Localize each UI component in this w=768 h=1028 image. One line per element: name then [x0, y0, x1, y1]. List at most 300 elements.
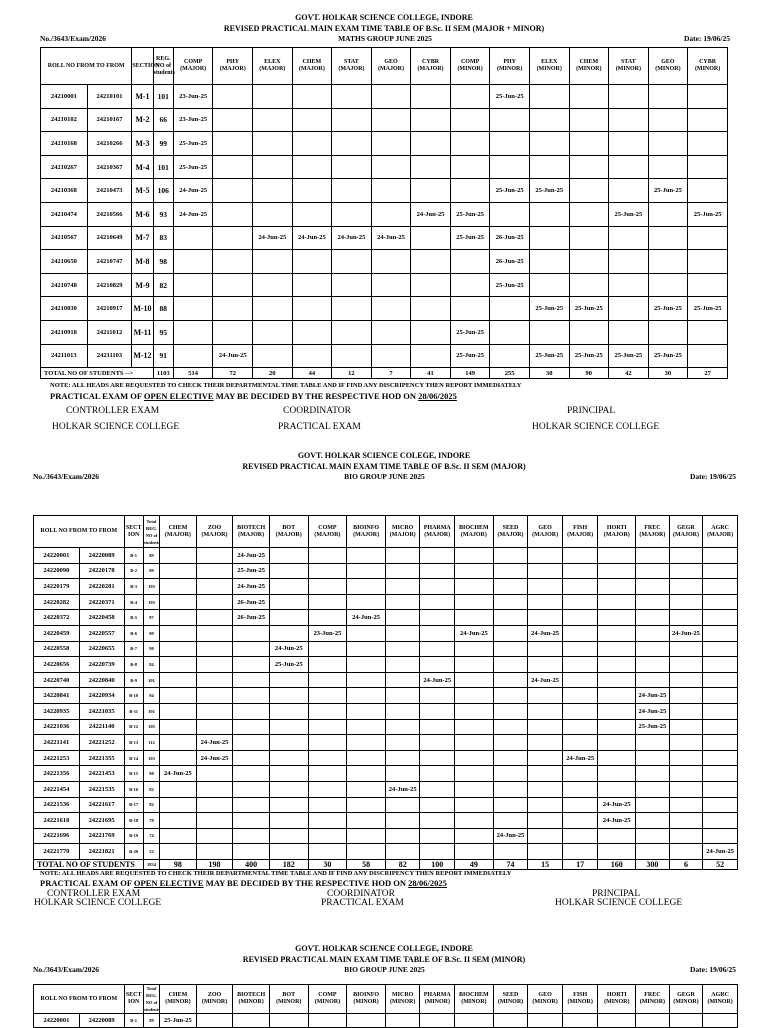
table-cell: 25-Jun-25 — [529, 344, 569, 368]
table-cell — [636, 548, 670, 564]
column-header: BOT (MAJOR) — [269, 516, 308, 548]
column-header: PHARMA (MAJOR) — [420, 516, 455, 548]
table-cell — [703, 688, 738, 704]
column-header: SECT ION — [124, 516, 143, 548]
signature-practical-exam: PRACTICAL EXAM — [278, 422, 361, 432]
table-cell: 94 — [143, 688, 159, 704]
table-cell: 26-Jun-25 — [490, 250, 530, 274]
table-row — [34, 797, 738, 813]
table-cell — [490, 344, 530, 368]
table-cell — [420, 641, 455, 657]
table-cell — [213, 226, 253, 250]
table-cell — [636, 844, 670, 860]
table-cell — [420, 703, 455, 719]
table-cell — [253, 273, 293, 297]
table-cell — [669, 719, 703, 735]
table-cell: 23-Jun-25 — [308, 625, 347, 641]
table-cell — [420, 750, 455, 766]
table-cell — [528, 766, 563, 782]
table-cell — [411, 273, 451, 297]
table-cell: B-11 — [124, 703, 143, 719]
table-cell — [385, 1014, 420, 1028]
table-cell — [703, 594, 738, 610]
bio-major-footer — [0, 870, 768, 888]
table-cell — [703, 828, 738, 844]
table-cell — [562, 781, 598, 797]
table-row — [34, 828, 738, 844]
column-header: GEO (MINOR) — [528, 985, 563, 1014]
table-cell: 66 — [153, 108, 173, 132]
table-cell: B-6 — [124, 625, 143, 641]
table-cell: 95 — [153, 320, 173, 344]
table-cell: 24220001 — [34, 1014, 80, 1028]
table-cell — [308, 844, 347, 860]
table-cell — [269, 1014, 308, 1028]
table-cell — [528, 813, 563, 829]
total-cell: 6 — [669, 859, 703, 869]
table-cell: 24-Jun-25 — [160, 766, 197, 782]
table-cell — [455, 610, 494, 626]
table-cell — [160, 625, 197, 641]
table-cell — [688, 108, 728, 132]
table-cell: 24-Jun-25 — [598, 797, 636, 813]
open-elective-note: PRACTICAL EXAM OF OPEN ELECTIVE MAY BE DECIDED BY THE RESPECTIVE HOD ON 28/06/2025 — [50, 391, 457, 401]
table-cell — [562, 610, 598, 626]
table-cell: 24220282 — [34, 594, 80, 610]
table-cell: M-9 — [132, 273, 153, 297]
column-header: SEED (MINOR) — [493, 985, 528, 1014]
table-cell — [385, 610, 420, 626]
table-cell — [648, 108, 688, 132]
table-cell — [609, 108, 649, 132]
column-header: Total REG. NO of students — [143, 986, 160, 1012]
table-cell: 24-Jun-25 — [636, 703, 670, 719]
table-cell — [160, 594, 197, 610]
table-cell: 24221770 — [34, 844, 80, 860]
table-cell — [292, 297, 332, 321]
table-cell — [562, 703, 598, 719]
table-cell — [332, 344, 372, 368]
table-cell — [411, 155, 451, 179]
table-cell — [213, 273, 253, 297]
table-cell: M-3 — [132, 132, 153, 156]
group-title: MATHS GROUP JUNE 2025 — [338, 34, 432, 43]
table-cell — [669, 703, 703, 719]
table-cell: 24221355 — [79, 750, 124, 766]
table-cell — [371, 320, 411, 344]
table-cell — [269, 735, 308, 751]
table-cell — [196, 563, 233, 579]
table-cell — [233, 813, 270, 829]
table-cell — [160, 563, 197, 579]
table-cell — [562, 797, 598, 813]
table-cell: 24220656 — [34, 657, 80, 673]
table-cell — [669, 797, 703, 813]
table-cell — [385, 579, 420, 595]
column-header: BIOINFO (MINOR) — [347, 985, 386, 1014]
column-header: HORTI (MAJOR) — [598, 516, 636, 548]
table-cell — [173, 250, 213, 274]
table-cell — [269, 563, 308, 579]
table-cell — [669, 688, 703, 704]
table-cell — [703, 548, 738, 564]
total-cell: 90 — [569, 368, 609, 379]
table-cell — [688, 226, 728, 250]
table-cell: B-9 — [124, 672, 143, 688]
table-cell — [292, 108, 332, 132]
table-cell — [347, 750, 386, 766]
table-cell — [196, 610, 233, 626]
table-cell: 24210367 — [87, 155, 132, 179]
column-header: BIOTECH (MAJOR) — [233, 516, 270, 548]
table-cell — [493, 750, 528, 766]
table-cell — [528, 797, 563, 813]
table-row — [34, 703, 738, 719]
table-cell — [420, 563, 455, 579]
column-header: ROLL NO FROM TO FROM — [34, 516, 125, 548]
table-cell: 24-Jun-25 — [528, 672, 563, 688]
table-cell — [669, 579, 703, 595]
signature-coordinator: COORDINATOR — [327, 889, 395, 899]
table-cell — [308, 594, 347, 610]
table-cell — [562, 735, 598, 751]
table-cell — [529, 250, 569, 274]
table-cell — [562, 844, 598, 860]
table-cell — [528, 828, 563, 844]
table-cell — [636, 735, 670, 751]
table-cell: 24210266 — [87, 132, 132, 156]
bio-major-header — [0, 450, 768, 484]
table-cell — [688, 273, 728, 297]
table-cell — [292, 273, 332, 297]
total-cell: 1103 — [153, 368, 173, 379]
table-cell: 25-Jun-25 — [490, 179, 530, 203]
table-cell — [669, 594, 703, 610]
table-cell — [347, 672, 386, 688]
signature-controller-college: HOLKAR SCIENCE COLLEGE — [52, 422, 180, 432]
timetable-title: REVISED PRACTICAL MAIN EXAM TIME TABLE OF B.Sc. II SEM (MAJOR + MINOR) — [223, 24, 545, 33]
table-cell — [562, 641, 598, 657]
table-cell — [609, 250, 649, 274]
table-row — [34, 781, 738, 797]
table-row — [34, 594, 738, 610]
table-cell — [648, 226, 688, 250]
table-cell — [420, 735, 455, 751]
total-row — [34, 859, 738, 869]
table-cell: 24210001 — [41, 85, 88, 109]
table-cell: 82 — [153, 273, 173, 297]
table-cell — [669, 781, 703, 797]
table-cell: M-10 — [132, 297, 153, 321]
column-header: GEO (MINOR) — [648, 48, 688, 85]
table-cell: 24221696 — [34, 828, 80, 844]
table-cell — [233, 672, 270, 688]
table-cell: 24-Jun-25 — [196, 750, 233, 766]
table-cell — [347, 657, 386, 673]
table-cell — [688, 250, 728, 274]
table-cell — [269, 672, 308, 688]
table-cell: 25-Jun-25 — [173, 132, 213, 156]
table-cell — [292, 320, 332, 344]
table-cell — [160, 657, 197, 673]
table-cell — [598, 1014, 636, 1028]
table-cell: 25-Jun-25 — [450, 202, 490, 226]
header-row — [34, 985, 738, 1014]
column-header: BIOINFO (MAJOR) — [347, 516, 386, 548]
total-cell: 160 — [598, 859, 636, 869]
table-cell — [493, 579, 528, 595]
table-cell — [371, 132, 411, 156]
table-cell — [347, 781, 386, 797]
column-header: BIOCHEM (MINOR) — [455, 985, 494, 1014]
table-cell: 24-Jun-25 — [385, 781, 420, 797]
table-cell — [420, 813, 455, 829]
table-row — [41, 179, 728, 203]
reference-number: No./3643/Exam/2026 — [33, 472, 100, 481]
table-cell — [233, 797, 270, 813]
table-cell — [562, 657, 598, 673]
signature-coordinator: COORDINATOR — [283, 406, 351, 416]
table-cell — [269, 703, 308, 719]
table-cell — [569, 179, 609, 203]
signature-controller: CONTROLLER EXAM — [66, 406, 160, 416]
column-header: GEGR (MAJOR) — [669, 516, 703, 548]
table-cell: 25-Jun-25 — [609, 344, 649, 368]
table-cell — [609, 273, 649, 297]
table-cell — [598, 719, 636, 735]
table-cell: 89 — [143, 548, 159, 564]
table-cell — [688, 179, 728, 203]
table-cell — [420, 1014, 455, 1028]
signature-controller: CONTROLLER EXAM — [47, 889, 141, 899]
table-cell: M-5 — [132, 179, 153, 203]
table-row — [34, 641, 738, 657]
table-cell — [455, 641, 494, 657]
total-cell: 42 — [609, 368, 649, 379]
table-cell — [253, 85, 293, 109]
table-row — [34, 766, 738, 782]
table-cell — [562, 579, 598, 595]
table-cell: 24-Jun-25 — [196, 735, 233, 751]
table-cell — [385, 797, 420, 813]
table-cell — [173, 344, 213, 368]
table-cell — [703, 641, 738, 657]
table-cell — [160, 828, 197, 844]
table-cell: 25-Jun-25 — [648, 297, 688, 321]
table-cell — [411, 250, 451, 274]
table-cell — [528, 844, 563, 860]
total-cell: 41 — [411, 368, 451, 379]
table-cell: 105 — [143, 719, 159, 735]
table-cell — [493, 844, 528, 860]
table-cell — [636, 610, 670, 626]
table-cell: B-5 — [124, 610, 143, 626]
table-cell — [528, 563, 563, 579]
table-cell: 98 — [143, 766, 159, 782]
table-cell — [598, 594, 636, 610]
table-cell — [160, 781, 197, 797]
table-cell — [493, 688, 528, 704]
table-cell — [196, 594, 233, 610]
table-cell: B-3 — [124, 579, 143, 595]
total-cell: 72 — [213, 368, 253, 379]
table-cell: 24220281 — [79, 579, 124, 595]
table-cell: 24210748 — [41, 273, 88, 297]
table-cell — [269, 828, 308, 844]
table-cell — [213, 155, 253, 179]
table-cell — [598, 610, 636, 626]
table-cell: B-13 — [124, 735, 143, 751]
table-cell — [598, 844, 636, 860]
maths-header — [0, 12, 768, 46]
table-cell — [308, 548, 347, 564]
table-cell: 25-Jun-25 — [490, 85, 530, 109]
table-cell — [385, 657, 420, 673]
column-header: SECTION — [132, 48, 153, 85]
table-cell: 24221453 — [79, 766, 124, 782]
table-cell — [371, 108, 411, 132]
reference-number: No./3643/Exam/2026 — [40, 34, 107, 43]
table-cell — [703, 750, 738, 766]
table-cell — [292, 344, 332, 368]
table-cell: 24220840 — [79, 672, 124, 688]
table-cell — [332, 273, 372, 297]
table-cell — [371, 179, 411, 203]
table-cell: 25-Jun-25 — [450, 226, 490, 250]
table-cell — [455, 657, 494, 673]
table-cell: 24210168 — [41, 132, 88, 156]
table-cell — [347, 797, 386, 813]
table-cell — [493, 657, 528, 673]
table-cell — [528, 750, 563, 766]
table-cell — [648, 320, 688, 344]
table-cell: 88 — [153, 297, 173, 321]
table-cell — [528, 548, 563, 564]
table-cell — [688, 320, 728, 344]
table-cell — [233, 625, 270, 641]
table-cell: 25-Jun-25 — [490, 273, 530, 297]
table-cell: 98 — [143, 641, 159, 657]
table-cell: 24220655 — [79, 641, 124, 657]
table-cell — [196, 828, 233, 844]
table-cell: 25-Jun-25 — [636, 719, 670, 735]
table-cell — [160, 579, 197, 595]
table-cell: 24210267 — [41, 155, 88, 179]
table-cell — [669, 844, 703, 860]
table-cell — [648, 202, 688, 226]
table-cell — [529, 202, 569, 226]
table-cell — [569, 250, 609, 274]
table-cell — [347, 703, 386, 719]
table-cell — [562, 625, 598, 641]
total-cell: 15 — [528, 859, 563, 869]
table-row — [41, 226, 728, 250]
column-header: STAT (MINOR) — [609, 48, 649, 85]
table-cell — [411, 344, 451, 368]
table-cell: 24210566 — [87, 202, 132, 226]
table-cell — [233, 750, 270, 766]
table-cell — [528, 781, 563, 797]
table-cell: 24221356 — [34, 766, 80, 782]
table-cell: 24220372 — [34, 610, 80, 626]
table-cell — [371, 155, 411, 179]
table-cell: 93 — [153, 202, 173, 226]
table-cell — [160, 735, 197, 751]
table-cell: 24210368 — [41, 179, 88, 203]
table-cell — [253, 250, 293, 274]
table-cell — [160, 750, 197, 766]
table-cell: 24-Jun-25 — [420, 672, 455, 688]
total-cell: 514 — [173, 368, 213, 379]
table-cell: B-14 — [124, 750, 143, 766]
table-cell — [598, 548, 636, 564]
table-cell — [233, 844, 270, 860]
column-header: GEGR (MINOR) — [669, 985, 703, 1014]
table-cell: 24211013 — [41, 344, 88, 368]
column-header: FISH (MAJOR) — [562, 516, 598, 548]
table-cell — [455, 703, 494, 719]
table-cell — [688, 132, 728, 156]
table-cell — [371, 85, 411, 109]
table-cell — [332, 108, 372, 132]
table-cell — [160, 703, 197, 719]
table-cell — [529, 108, 569, 132]
table-cell — [233, 828, 270, 844]
table-cell — [528, 657, 563, 673]
table-cell: B-12 — [124, 719, 143, 735]
table-cell — [196, 844, 233, 860]
column-header: MICRO (MINOR) — [385, 985, 420, 1014]
table-cell — [598, 703, 636, 719]
table-cell — [648, 85, 688, 109]
table-cell — [308, 735, 347, 751]
table-cell: 24-Jun-25 — [173, 202, 213, 226]
table-cell: 25-Jun-25 — [648, 179, 688, 203]
table-cell: 82 — [143, 797, 159, 813]
table-cell — [308, 781, 347, 797]
table-cell — [529, 320, 569, 344]
document-date: Date: 19/06/25 — [689, 965, 736, 974]
table-cell — [529, 226, 569, 250]
table-row — [34, 563, 738, 579]
table-cell — [233, 657, 270, 673]
notice-text: NOTE: ALL HEADS ARE REQUESTED TO CHECK THEIR DEPARTMENTAL TIME TABLE AND IF FIND ANY DISCRIPENCY THEN REPORT IMMEDIATELY — [40, 870, 512, 877]
table-cell — [160, 688, 197, 704]
signature-controller-college: HOLKAR SCIENCE COLLEGE — [34, 898, 162, 908]
table-cell — [420, 548, 455, 564]
table-cell — [308, 750, 347, 766]
table-cell — [598, 563, 636, 579]
table-cell — [196, 766, 233, 782]
table-cell: 99 — [153, 132, 173, 156]
table-cell — [598, 579, 636, 595]
table-cell — [688, 155, 728, 179]
table-cell — [598, 750, 636, 766]
table-cell — [347, 828, 386, 844]
table-cell — [213, 250, 253, 274]
table-cell — [636, 766, 670, 782]
table-cell: 26-Jun-25 — [490, 226, 530, 250]
table-cell — [160, 813, 197, 829]
table-cell: 24220459 — [34, 625, 80, 641]
header-row — [41, 48, 728, 85]
table-cell — [493, 610, 528, 626]
column-header: AGRC (MAJOR) — [703, 516, 738, 548]
table-cell — [420, 579, 455, 595]
table-cell — [233, 1014, 270, 1028]
total-cell: 1834 — [143, 859, 159, 869]
table-cell: 101 — [143, 703, 159, 719]
